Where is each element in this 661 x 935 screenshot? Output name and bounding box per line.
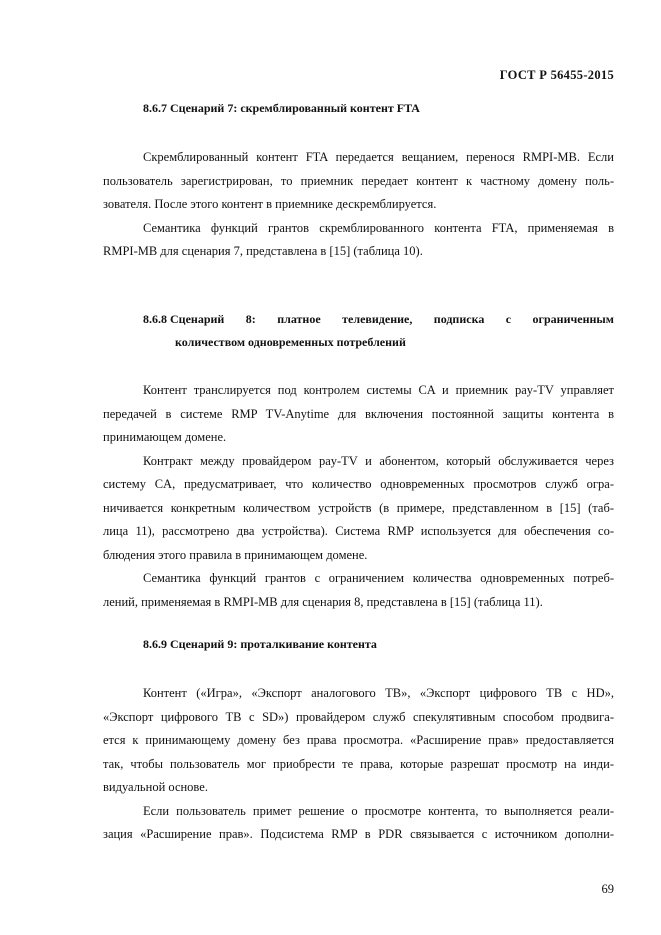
text-line: Семантика функций грантов с ограничением количества одновременных потреб- <box>143 571 614 585</box>
text-line: Семантика функций грантов скремблированного контента FTA, применяемая в <box>143 220 614 235</box>
text-line: Если пользователь примет решение о просмотре контента, то выполняется реали- <box>143 803 614 818</box>
text-line: RMPI-MB для сценария 7, представлена в [15] (таблица 10). <box>103 244 423 258</box>
paragraph <box>103 450 614 568</box>
heading-word: подписка <box>433 312 485 326</box>
text-line: Контракт между провайдером pay-TV и абонентом, который обслуживается через <box>143 453 614 468</box>
heading-word: ограниченным <box>532 312 614 326</box>
text-line: зователя. После этого контент в приемнике дескремблируется. <box>103 197 437 211</box>
text-line: ничивается конкретным количеством устройств (в примере, представленном в [15] (таб- <box>103 500 614 515</box>
text-line: видуальной основе. <box>103 780 208 794</box>
section-heading-8-6-7: 8.6.7 Сценарий 7: скремблированный контент FTA <box>143 101 420 115</box>
text-line: лица 11), рассмотрено два устройства). Система RMP используется для обеспечения со- <box>103 524 614 538</box>
section-heading-8-6-8 <box>143 312 614 327</box>
heading-word: с <box>505 312 512 326</box>
text-line: ется к принимающему домену без права просмотра. «Расширение прав» предоставляется <box>103 733 614 747</box>
heading-word: 8: <box>245 312 256 326</box>
text-line: систему CA, предусматривает, что количество одновременных просмотров служб огра- <box>103 477 614 491</box>
text-line: блюдения этого правила в принимающем домене. <box>103 547 368 562</box>
text-line: зация «Расширение прав». Подсистема RMP в PDR связывается с источником дополни- <box>103 827 614 841</box>
paragraph <box>103 379 614 450</box>
text-line: Контент («Игра», «Экспорт аналогового ТВ», «Экспорт цифрового ТВ с HD», <box>143 686 614 700</box>
paragraph <box>103 146 614 217</box>
text-line: пользователь зарегистрирован, то приемник передает контент к частному домену поль- <box>103 173 614 188</box>
standard-header: ГОСТ Р 56455-2015 <box>499 68 614 82</box>
heading-word: телевидение, <box>342 312 413 326</box>
text-line: так, чтобы пользователь мог приобрести те права, которые разрешат просмотр на инди- <box>103 756 614 771</box>
heading-word: 8.6.8 Сценарий <box>143 312 225 326</box>
text-line: принимающем домене. <box>103 430 227 444</box>
paragraph <box>103 567 614 614</box>
paragraph <box>103 682 614 800</box>
page-number: 69 <box>601 882 614 896</box>
paragraph <box>103 217 614 264</box>
section-heading-8-6-9: 8.6.9 Сценарий 9: проталкивание контента <box>143 637 377 651</box>
heading-word: платное <box>277 312 321 326</box>
text-line: «Экспорт цифрового ТВ с SD») провайдером служб спекулятивным способом продвига- <box>103 709 614 724</box>
text-line: Контент транслируется под контролем системы CA и приемник pay-TV управляет <box>143 383 614 397</box>
paragraph <box>103 800 614 847</box>
text-line: передачей в системе RMP TV-Anytime для включения постоянной защиты контента в <box>103 406 614 421</box>
text-line: лений, применяемая в RMPI-MB для сценария 8, представлена в [15] (таблица 11). <box>103 594 543 609</box>
text-line: Скремблированный контент FTA передается вещанием, перенося RMPI-MB. Если <box>143 150 614 164</box>
section-heading-continuation: количеством одновременных потреблений <box>175 335 406 349</box>
